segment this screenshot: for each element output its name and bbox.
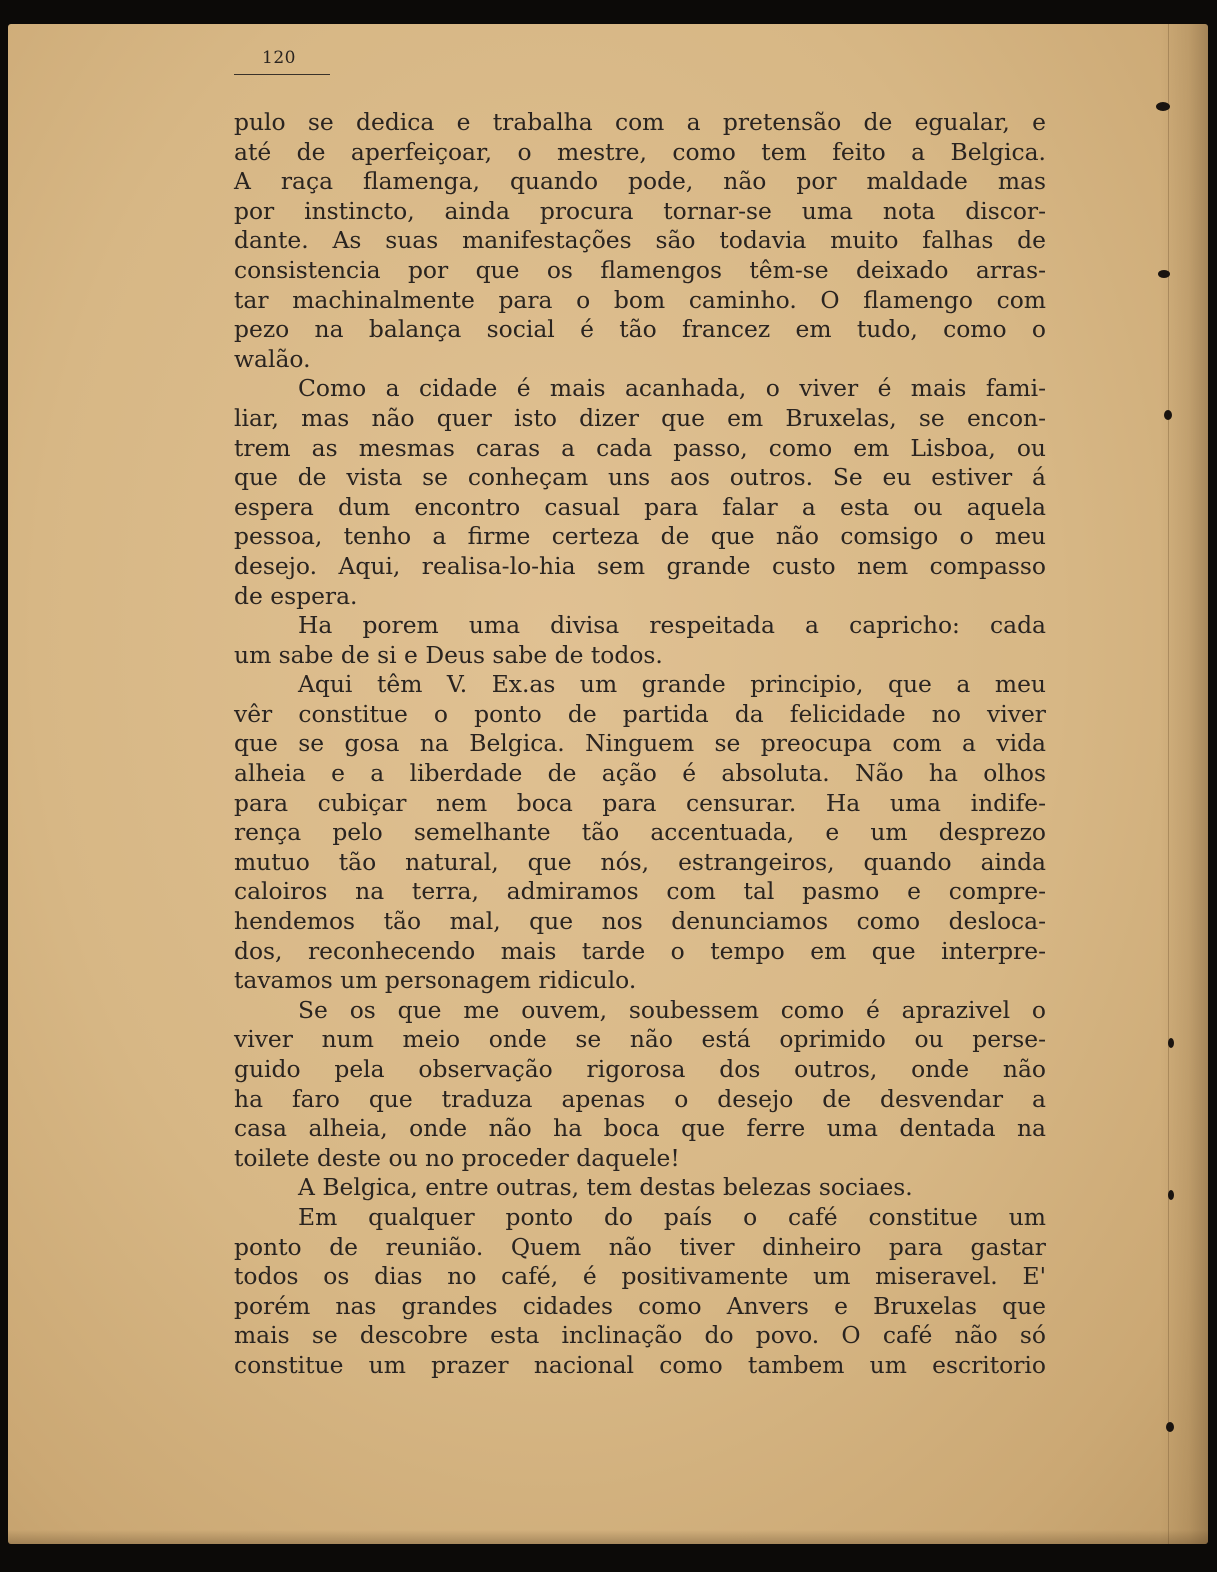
text-line: dante. As suas manifestações são todavia muito falhas de [234,226,1046,255]
ink-spot [1164,410,1172,420]
text-line: mais se descobre esta inclinação do povo. O café não só [234,1321,1046,1350]
text-line: pulo se dedica e trabalha com a pretensão de egualar, e [234,108,1046,136]
text-line: Se os que me ouvem, soubessem como é aprazivel o [298,995,1046,1024]
text-line: que se gosa na Belgica. Ninguem se preocupa com a vida [234,729,1046,758]
page-bottom-shadow [8,1530,1208,1544]
text-line: rença pelo semelhante tão accentuada, e um desprezo [234,818,1046,847]
text-line: desejo. Aqui, realisa-lo-hia sem grande custo nem compasso [234,551,1046,580]
page-fold-line [1168,24,1169,1544]
body-text [234,108,1046,1381]
text-line: um sabe de si e Deus sabe de todos. [234,640,663,669]
text-line: todos os dias no café, é positivamente um miseravel. E' [234,1262,1046,1291]
text-line: mutuo tão natural, que nós, estrangeiros, quando ainda [234,847,1046,876]
text-line: consistencia por que os flamengos têm-se deixado arras- [234,255,1046,284]
text-line: liar, mas não quer isto dizer que em Bruxelas, se encon- [234,403,1046,432]
text-line: pessoa, tenho a firme certeza de que não comsigo o meu [234,522,1046,551]
ink-spot [1166,1422,1174,1432]
text-line: espera dum encontro casual para falar a esta ou aquela [234,492,1046,521]
text-line: guido pela observação rigorosa dos outros, onde não [234,1055,1046,1083]
ink-spot [1156,102,1170,111]
text-line: tavamos um personagem ridiculo. [234,966,637,995]
page-number-rule [234,74,330,75]
text-line: caloiros na terra, admiramos com tal pasmo e compre- [234,877,1046,906]
text-line: hendemos tão mal, que nos denunciamos como desloca- [234,907,1046,936]
text-line: de espera. [234,581,358,610]
text-line: vêr constitue o ponto de partida da felicidade no viver [234,699,1046,728]
text-line: walão. [234,344,311,373]
text-line: até de aperfeiçoar, o mestre, como tem feito a Belgica. [234,137,1046,166]
text-line: Ha porem uma divisa respeitada a capricho: cada [298,611,1046,640]
text-line: para cubiçar nem boca para censurar. Ha uma indife- [234,788,1046,817]
text-line: Em qualquer ponto do país o café constitue um [298,1202,1046,1231]
text-line: constitue um prazer nacional como tambem um escritorio [234,1350,1046,1379]
book-page [8,24,1208,1544]
text-line: dos, reconhecendo mais tarde o tempo em que interpre- [234,936,1046,965]
text-line: por instincto, ainda procura tornar-se uma nota discor- [234,196,1046,225]
text-line: alheia e a liberdade de ação é absoluta. Não ha olhos [234,759,1046,788]
text-line: tar machinalmente para o bom caminho. O flamengo com [234,285,1046,314]
text-line: pezo na balança social é tão francez em tudo, como o [234,315,1046,344]
text-line: porém nas grandes cidades como Anvers e Bruxelas que [234,1291,1046,1320]
text-line: A Belgica, entre outras, tem destas belezas sociaes. [298,1173,913,1202]
ink-spot [1168,1038,1174,1048]
text-line: A raça flamenga, quando pode, não por maldade mas [234,167,1046,196]
text-line: toilete deste ou no proceder daquele! [234,1143,680,1172]
ink-spot [1168,1190,1174,1200]
ink-spot [1158,270,1170,278]
text-line: trem as mesmas caras a cada passo, como em Lisboa, ou [234,433,1046,462]
text-line: casa alheia, onde não ha boca que ferre uma dentada na [234,1114,1046,1143]
text-line: que de vista se conheçam uns aos outros. Se eu estiver á [234,463,1046,492]
page-number: 120 [262,48,296,68]
text-line: Aqui têm V. Ex.as um grande principio, que a meu [298,670,1046,699]
text-line: ponto de reunião. Quem não tiver dinheiro para gastar [234,1232,1046,1261]
text-line: Como a cidade é mais acanhada, o viver é mais fami- [298,374,1046,403]
text-line: viver num meio onde se não está oprimido ou perse- [234,1025,1046,1054]
text-line: ha faro que traduza apenas o desejo de desvendar a [234,1084,1046,1113]
